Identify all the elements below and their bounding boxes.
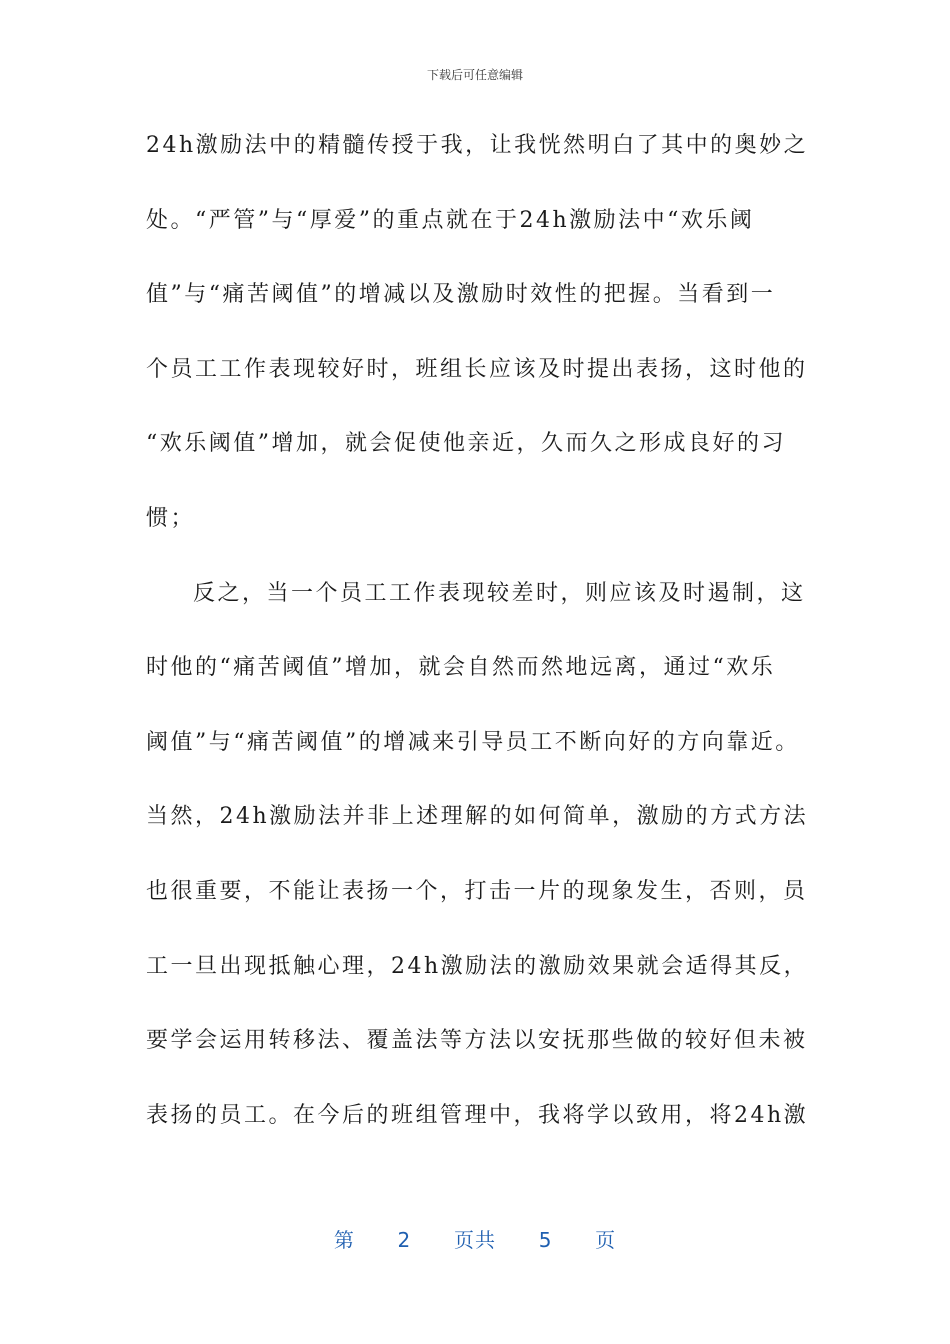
footer-suffix: 页 bbox=[595, 1228, 617, 1252]
text-line: 个员工工作表现较好时，班组长应该及时提出表扬，这时他的 bbox=[146, 356, 808, 382]
text-line: 24h激励法中的精髓传授于我，让我恍然明白了其中的奥妙之 bbox=[146, 133, 809, 158]
text-line: 阈值”与“痛苦阈值”的增减来引导员工不断向好的方向靠近。 bbox=[146, 729, 800, 755]
document-body bbox=[146, 126, 811, 1170]
text-line-paragraph-start: 反之，当一个员工工作表现较差时，则应该及时遏制，这 bbox=[193, 580, 806, 606]
text-line: 表扬的员工。在今后的班组管理中，我将学以致用，将24h激 bbox=[146, 1102, 809, 1128]
page-header: 下载后可任意编辑 bbox=[426, 68, 523, 82]
text-line: 工一旦出现抵触心理，24h激励法的激励效果就会适得其反， bbox=[146, 953, 809, 979]
page-footer bbox=[0, 1224, 950, 1253]
text-line: 要学会运用转移法、覆盖法等方法以安抚那些做的较好但未被 bbox=[146, 1028, 808, 1054]
text-line: 处。“严管”与“厚爱”的重点就在于24h激励法中“欢乐阈 bbox=[146, 207, 755, 233]
footer-current-page: 2 bbox=[397, 1228, 412, 1252]
footer-middle: 页共 bbox=[454, 1228, 496, 1252]
text-line: 也很重要，不能让表扬一个，打击一片的现象发生，否则，员 bbox=[146, 878, 808, 904]
text-line: 当然，24h激励法并非上述理解的如何简单，激励的方式方法 bbox=[146, 804, 809, 830]
footer-total-pages: 5 bbox=[538, 1228, 553, 1252]
text-line: 惯； bbox=[146, 505, 196, 531]
text-line: “欢乐阈值”增加，就会促使他亲近，久而久之形成良好的习 bbox=[146, 431, 786, 457]
text-line: 时他的“痛苦阈值”增加，就会自然而然地远离，通过“欢乐 bbox=[146, 655, 776, 681]
text-line: 值”与“痛苦阈值”的增减以及激励时效性的把握。当看到一 bbox=[146, 282, 776, 308]
footer-prefix: 第 bbox=[333, 1228, 355, 1252]
